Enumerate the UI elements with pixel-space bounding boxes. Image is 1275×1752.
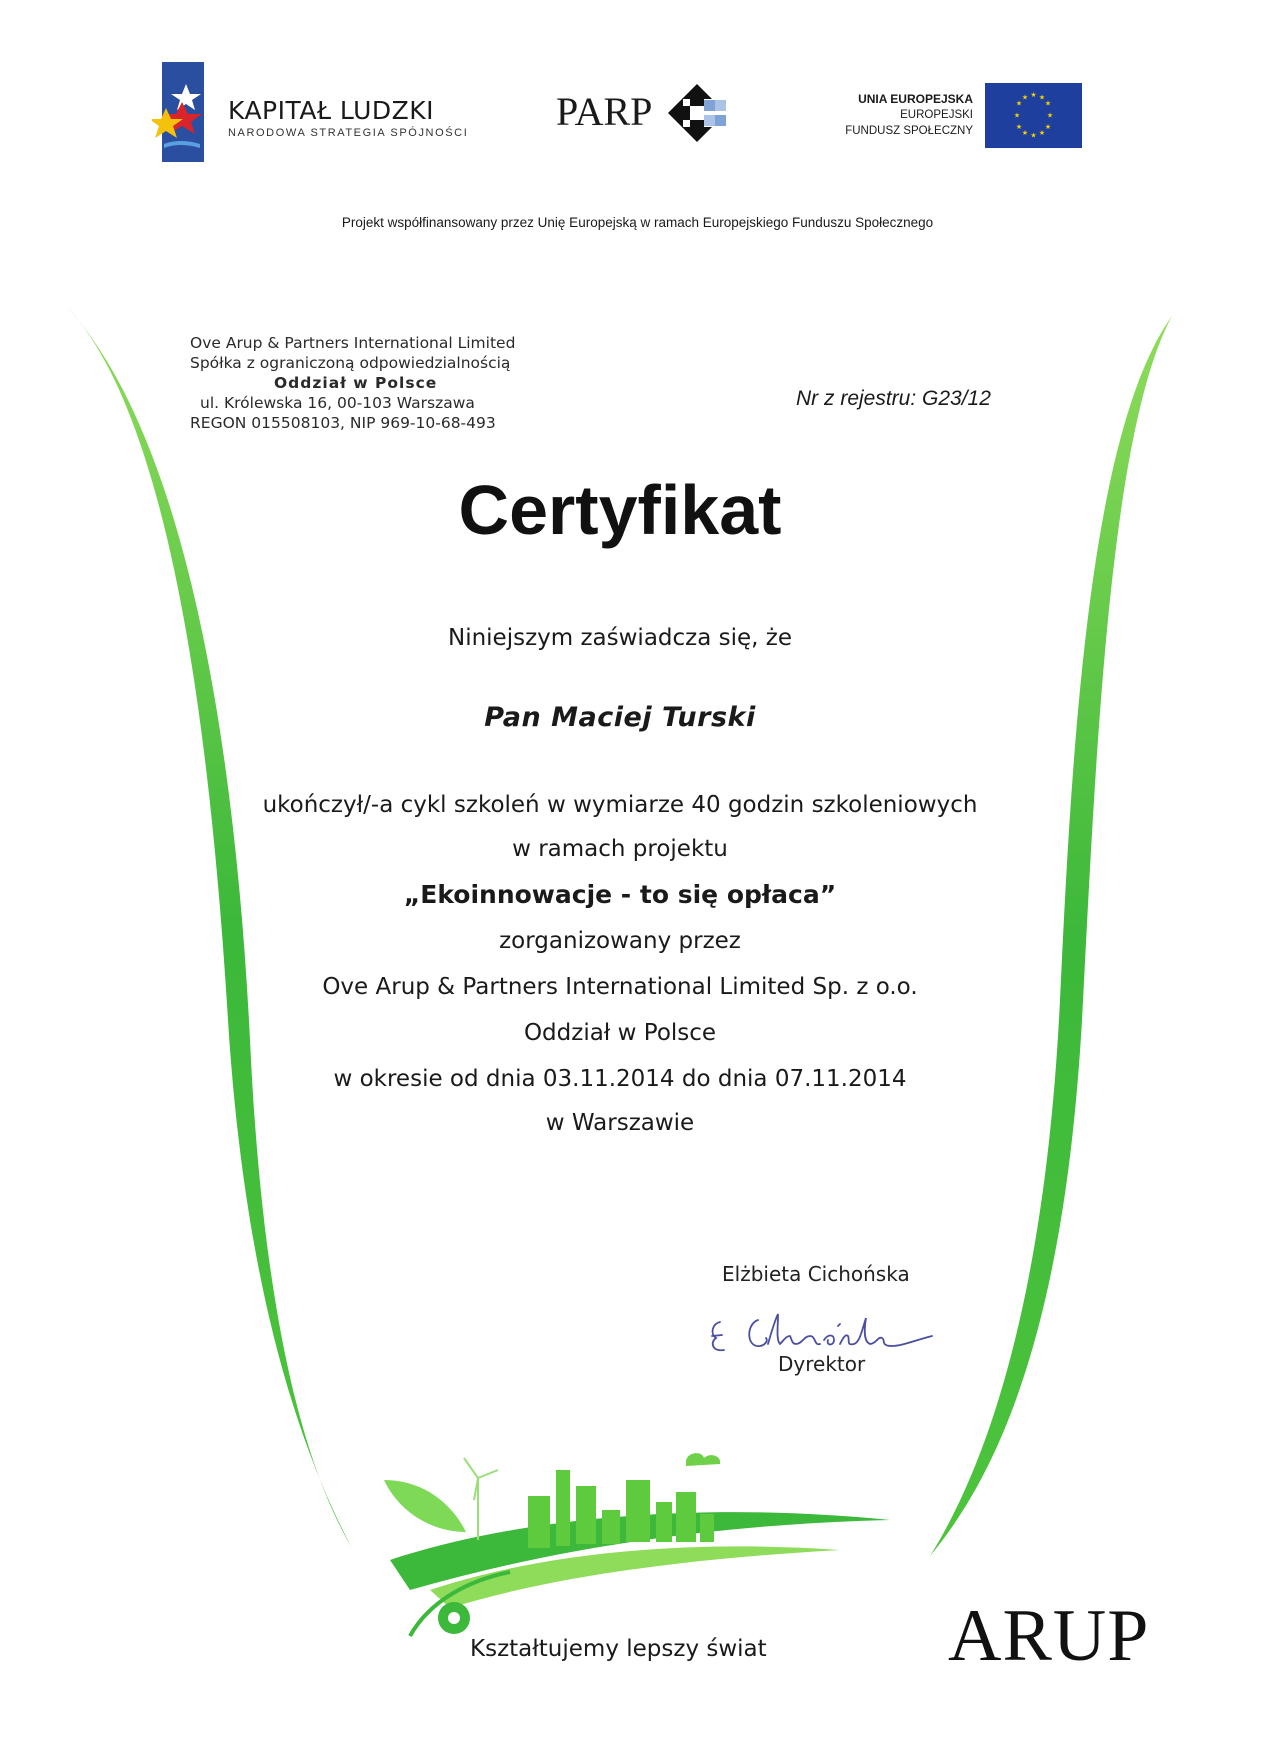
registry-number: Nr z rejestru: G23/12 bbox=[796, 387, 991, 410]
cofinancing-note: Projekt współfinansowany przez Unię Europejską w ramach Europejskiego Funduszu Społecznego bbox=[341, 215, 934, 230]
svg-text:★: ★ bbox=[1044, 99, 1052, 108]
company-stamp bbox=[190, 333, 515, 433]
certificate-intro: Niniejszym zaświadcza się, że bbox=[447, 625, 793, 651]
certificate-line-6: w okresie od dnia 03.11.2014 do dnia 07.11.2014 bbox=[333, 1066, 907, 1092]
kapital-ludzki-text bbox=[228, 96, 468, 139]
eu-flag-icon bbox=[985, 83, 1082, 148]
eu-line-3: FUNDUSZ SPOŁECZNY bbox=[845, 125, 973, 137]
leaf-left bbox=[384, 1480, 466, 1532]
parp-arrows-icon bbox=[666, 82, 728, 144]
signatory-name: Elżbieta Cichońska bbox=[722, 1262, 910, 1286]
certificate-title: Certyfikat bbox=[458, 471, 782, 549]
parp-logo-text: PARP bbox=[556, 89, 653, 134]
signatory-role: Dyrektor bbox=[778, 1352, 866, 1376]
recipient-name: Pan Maciej Turski bbox=[484, 702, 756, 733]
kapital-ludzki-title: KAPITAŁ LUDZKI bbox=[228, 96, 435, 125]
certificate-line-4: Ove Arup & Partners International Limited Sp. z o.o. bbox=[322, 974, 918, 1000]
svg-text:★: ★ bbox=[1044, 123, 1052, 131]
project-name: „Ekoinnowacje - to się opłaca” bbox=[403, 880, 837, 909]
handwritten-signature bbox=[706, 1300, 946, 1360]
stamp-line-5: REGON 015508103, NIP 969-10-68-493 bbox=[190, 414, 496, 432]
stamp-line-1: Ove Arup & Partners International Limited bbox=[190, 334, 516, 352]
stamp-line-3: Oddział w Polsce bbox=[274, 374, 438, 392]
svg-text:★: ★ bbox=[1030, 91, 1037, 99]
kapital-ludzki-subtitle: NARODOWA STRATEGIA SPÓJNOŚCI bbox=[228, 127, 469, 139]
svg-text:★: ★ bbox=[1013, 111, 1021, 120]
svg-text:★: ★ bbox=[1021, 129, 1029, 137]
certificate-line-7: w Warszawie bbox=[545, 1110, 695, 1136]
certificate-line-2: w ramach projektu bbox=[512, 836, 728, 862]
svg-text:★: ★ bbox=[1021, 93, 1029, 102]
certificate-line-5: Oddział w Polsce bbox=[523, 1020, 717, 1046]
svg-text:★: ★ bbox=[1015, 123, 1023, 131]
eco-city-illustration bbox=[370, 1440, 900, 1640]
svg-text:★: ★ bbox=[1015, 99, 1023, 108]
stamp-line-4: ul. Królewska 16, 00-103 Warszawa bbox=[200, 394, 475, 412]
svg-text:★: ★ bbox=[1038, 93, 1046, 102]
footer-slogan: Kształtujemy lepszy świat bbox=[470, 1636, 767, 1662]
cloud-icon bbox=[686, 1453, 720, 1466]
stamp-line-2: Spółka z ograniczoną odpowiedzialnością bbox=[190, 354, 511, 372]
kapital-ludzki-logo-icon bbox=[152, 62, 204, 162]
eu-line-1: UNIA EUROPEJSKA bbox=[858, 92, 973, 106]
svg-text:★: ★ bbox=[1046, 111, 1054, 120]
certificate-line-1: ukończył/-a cykl szkoleń w wymiarze 40 godzin szkoleniowych bbox=[262, 792, 978, 818]
arup-logo-text: ARUP bbox=[948, 1595, 1150, 1677]
svg-text:★: ★ bbox=[1038, 129, 1046, 137]
eu-logo-text bbox=[780, 91, 973, 139]
certificate-line-3: zorganizowany przez bbox=[499, 928, 741, 954]
svg-text:★: ★ bbox=[1030, 131, 1037, 140]
eu-line-2: EUROPEJSKI bbox=[900, 109, 973, 121]
